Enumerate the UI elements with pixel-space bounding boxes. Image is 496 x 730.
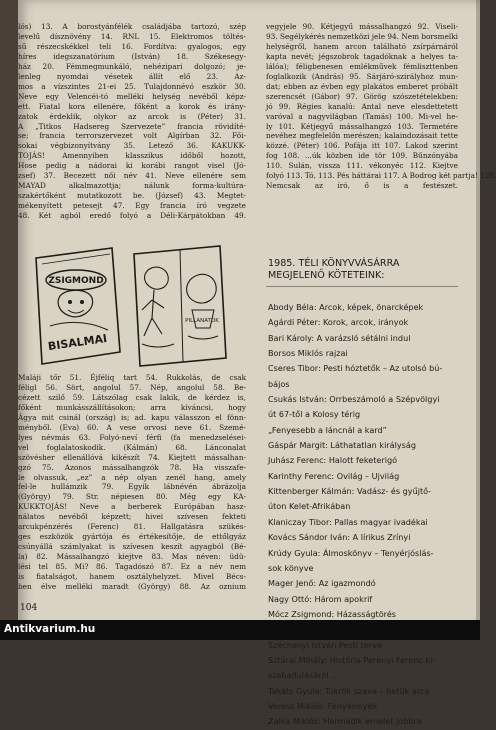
text-line: is fiatalságot, hanem osztályhelyzet. Mivel Bécs- (18, 572, 246, 582)
right-cartoon-book (134, 246, 226, 366)
text-line: lálóa); féligbenesen emlékművek fémliszttenben (266, 61, 458, 71)
book-list-item: bájos (268, 378, 290, 389)
text-line: se; francia terrorszervezet volt Algírban 32. Fői- (18, 131, 246, 141)
page-number: 104 (20, 603, 38, 613)
text-line: lyes névmás 63. Folyó-neví férfi (fa menedzselései- (18, 432, 246, 442)
book-list-title-line-1: 1985. TÉLI KÖNYVVÁSÁRRA (268, 258, 400, 269)
text-line: jó 99. Régies kanalú: Antal neve elesdettetett (266, 101, 458, 111)
left-column-top-text (18, 22, 246, 221)
text-line: arcukpénzérés (Ferenc) 81. Hallgatásra szükés- (18, 522, 246, 532)
text-line: KUKKTOJÁS! Neve a berberek Európában hasz- (18, 502, 246, 512)
text-line: Nemcsak az író, ő is a festészet. (266, 181, 458, 191)
book-list-item: Bari Károly: A varázsló sétálni indul (268, 332, 411, 343)
text-line: vegyjele 90. Kétjegyű mássalhangzó 92. Viseli- (266, 22, 458, 31)
book-list-item: Krúdy Gyula: Álmoskönyv – Tenyérjóslás- (268, 547, 434, 558)
text-line: 48. Két agból eredő folyó a Déli-Kárpátokban 49. (18, 211, 246, 221)
text-line: fog 108. ...úk közben ide tör 109. Bűnzónyába (266, 151, 458, 161)
text-line: ett. Fiatal kora ellenére, főként a korok és irány- (18, 101, 246, 111)
text-line: A „Titkos Hadsereg Szervezete” francia rövidíté- (18, 121, 246, 131)
cartoon-drawing (30, 240, 230, 372)
book-list-item: Nagy Ottó: Három apokrif (268, 593, 373, 604)
text-line: ményből. (Eva) 60. A vese orvosi neve 61. Szemé- (18, 422, 246, 432)
left-cartoon-bottom-label: BISALMAI (47, 331, 108, 354)
text-line: zatok érdeklik, olykor az arcok is (Péter) 31. (18, 111, 246, 121)
text-line: (György) 79. Str. népiesen 80. Még egy KA- (18, 492, 246, 502)
book-list-item: Kittenberger Kálmán: Vadász- és gyűjtő- (268, 486, 432, 497)
text-line: nálatos nevéből képzett; hivei szívesen fekteti (18, 512, 246, 522)
text-line: Maláji tőr 51. Éjféliq tart 54. Rukkolás, de csak (18, 373, 246, 382)
text-line: ly 101. Kétjegyű mássalhangzó 103. Termetére (266, 121, 458, 131)
book-list-item: Sztárai Mihály: História Perényi Ferenc ki- (268, 654, 436, 665)
watermark-text: Antikvarium.hu (4, 623, 96, 635)
book-list-item: Borsos Miklós rajzai (268, 348, 348, 359)
book-list-item: Klaniczay Tibor: Pallas magyar ivadékai (268, 516, 428, 527)
text-line: helységről, hanem arcon található zsírpárnáról (266, 41, 458, 51)
book-spine-edge (0, 0, 18, 620)
text-line: le olvassuk, „ez” a nép olyan zenél hang, amely (18, 472, 246, 482)
text-line: mékenyített petesejt 47. Egy francia író vegzete (18, 201, 246, 211)
text-line: szövésher ellenállóvá kikészít 74. Kiejtett mássalhan- (18, 452, 246, 462)
left-cartoon-top-label: ZSIGMOND (48, 276, 104, 286)
text-line: cézett szilő 59. Látszólag csak lakik, de kérdez is, (18, 392, 246, 402)
text-line: gzó 75. Azonos mássalhangzók 78. Ha visszafe- (18, 462, 246, 472)
book-list-item: Veress Miklós: Fényármyék (268, 700, 378, 711)
text-line: nevéhez megfelelőn merészen; kalaindozásait tette (266, 131, 458, 141)
book-list-item: Kovács Sándor Iván: A lírikus Zrínyi (268, 532, 411, 543)
text-line: zsef) 37. Becezett női név 41. Neve ellenére sem (18, 171, 246, 181)
page-edge-shadow (476, 0, 480, 620)
text-line: szakértőként mutatkozott be. (József) 43. Megtet- (18, 191, 246, 201)
text-line: lós) 13. A borostyánfélék családjába tartozó, szép (18, 22, 246, 31)
text-line: foglalkozik (András) 95. Sárjáró-szirályhoz mun- (266, 71, 458, 81)
book-list-item: Csukás István: Orrbeszámoló a Szépvölgyi (268, 394, 440, 405)
watermark-footer (0, 620, 480, 640)
text-line: TOJÁS! Amennyiben klasszikus időből hozott, (18, 151, 246, 161)
book-list-item: Mager Jenő: Az igazmondó (268, 578, 376, 589)
right-cartoon-label: PILLANATOK (185, 318, 219, 324)
text-line: varóval a nagyvilágban (Tamás) 100. Mi-vel he- (266, 111, 458, 121)
book-list-item: Gáspár Margit: Láthatatlan királyság (268, 440, 416, 451)
text-line: Hose pedig a nádorai ki korábi rangot visel (Jó- (18, 161, 246, 171)
book-list-item: Cseres Tibor: Pesti hóztetők – Az utolsó bú- (268, 363, 443, 374)
text-line: levelű dísznövény 14. RNL 15. Elektromos töltés- (18, 31, 246, 41)
book-list-item: Karinthy Ferenc: Ovilág – Ujvilág (268, 470, 400, 481)
text-line: szerencsét (Gábor) 97. Görög szószetételekben: (266, 91, 458, 101)
text-line: MAYAD alkalmazottja; nálunk forma-kultúra- (18, 181, 246, 191)
right-column-top-text (266, 22, 496, 191)
book-list-item: „Fenyesebb a láncnál a kard” (268, 424, 387, 435)
book-list-item: Széchenyi István Pesti terve (268, 639, 382, 650)
title-divider (266, 286, 458, 287)
text-line: vel foglalatoskodik. (Kálmán) 68. Lánconalat (18, 442, 246, 452)
text-line: híres idegszanatórium (István) 18. Székesegy- (18, 51, 246, 61)
left-cartoon-booklet (36, 248, 120, 364)
book-list (268, 300, 460, 730)
text-line: ház 20. Fémmegmunkáló, nehézipari dolgozó; je- (18, 61, 246, 71)
book-list-item: szabadulásáról ... (268, 670, 339, 681)
text-line: mos a vízszintes 21-ei 25. Tulajdonnévó eszkör 30. (18, 81, 246, 91)
text-line: dat; ebben az évben egy plakátos emberet próbált (266, 81, 458, 91)
book-list-item: sok könyve (268, 562, 314, 573)
text-line: főként munkásszállításokon; arra kíváncsi, hogy (18, 402, 246, 412)
book-list-item: úton Kelet-Afrikában (268, 501, 351, 512)
text-line: 93. Segélykérés nemzetközi jele 94. Nem borsmelki (266, 31, 458, 41)
book-list-item: Agárdi Péter: Korok, arcok, irányok (268, 317, 409, 328)
text-line: Ágya mit csinál (ország) is; ad. kapu válasszon el fönn- (18, 412, 246, 422)
text-line: ges eszközök gyártója és értékesítője, de ettőlgyáz (18, 532, 246, 542)
text-line: kapta nevét; jégszobrok tagadóknak a helyes ta- (266, 51, 458, 61)
text-line: lenleg nyomdai vésetek állít elő 23. Az- (18, 71, 246, 81)
book-list-item: Takáts Gyula: Tükrök szava – betűk arca (268, 685, 430, 696)
book-list-item: Abody Béla: Arcok, képek, önarcképek (268, 302, 424, 312)
text-line: Neve egy Velencéi-tó melléki helység nevéből képz- (18, 91, 246, 101)
text-line: lési tel 85. Mi? 86. Tagadószó 87. Ez a név nem (18, 562, 246, 572)
text-line: fel-le hullámzik 79. Egyik lábnévén ábrázolja (18, 482, 246, 492)
text-line: csúnyállá számlyakat is szívesen keszít agyagból (Bé- (18, 542, 246, 552)
text-line: közzé. (Péter) 106. Pofája itt 107. Lakod szerint (266, 141, 458, 151)
book-list-title (268, 258, 458, 282)
text-line: folyó 113. Tó, 113. Pés háttárai 117. A Bodrog két partja! 120. (266, 171, 496, 181)
text-line: sű részecskékkel teli 16. Fordítva: gyalogos, egy (18, 41, 246, 51)
book-list-item: Juhász Ferenc: Halott feketerigó (268, 455, 398, 466)
book-list-item: Mócz Zsigmond: Házasságtörés (268, 608, 397, 619)
book-list-item: út 67-től a Kolosy térig (268, 409, 361, 420)
cartoon-illustrations (30, 240, 230, 372)
text-line: ben élve melléki maradt (György) 88. Az oznium (18, 582, 246, 592)
text-line: féligl 56. Sört, angolul 57. Nép, angolul 58. Be- (18, 382, 246, 392)
left-column-bottom-text (18, 373, 246, 592)
text-line: 110. Sulán, vissza 111. vékonyéc 112. Kiejtve (266, 161, 458, 171)
book-list-title-line-2: MEGJELENŐ KÖTETEINK: (268, 270, 385, 281)
text-line: la) 82. Mássalhangzó kiejtve 83. Mas néven: üdü- (18, 552, 246, 562)
book-list-item: Zalka Miklós: Harmadik emelet jobbra (268, 716, 422, 727)
text-line: sokai végbizonyítvány 35. Letező 36. KAKUKK- (18, 141, 246, 151)
